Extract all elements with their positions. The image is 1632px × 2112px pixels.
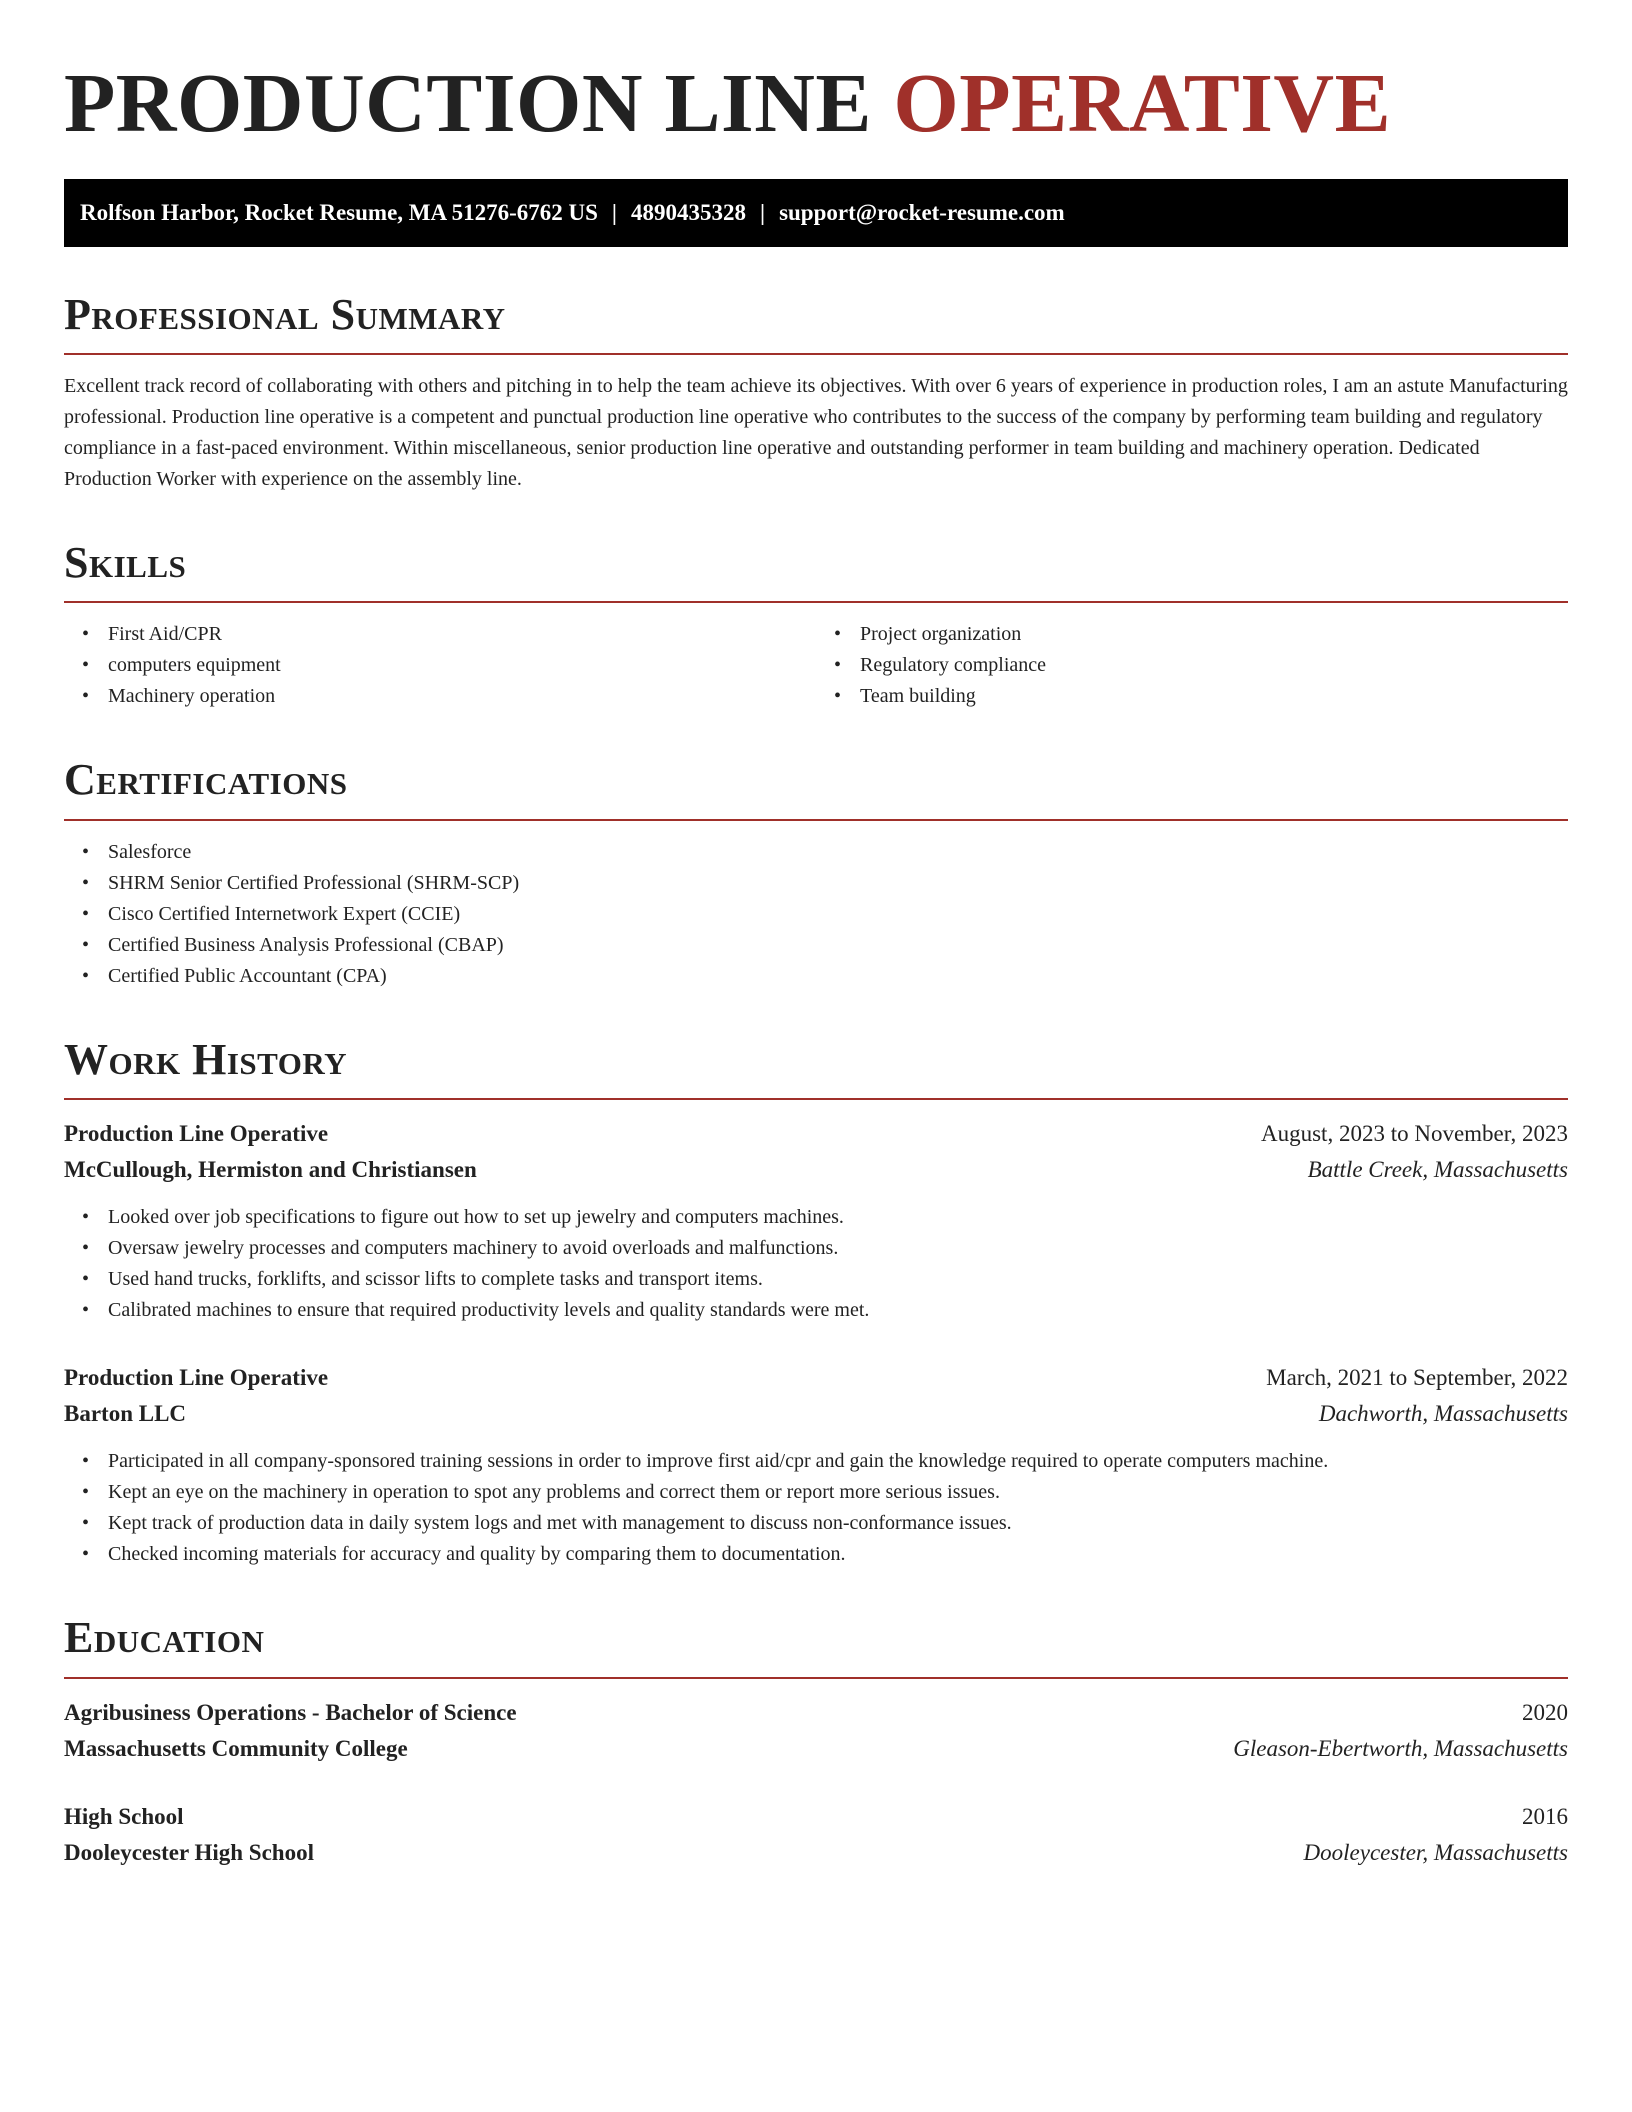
skills-list-left: [64, 619, 816, 712]
name-accent: OPERATIVE: [893, 57, 1392, 150]
job-location: Battle Creek, Massachusetts: [1307, 1157, 1568, 1183]
job-location: Dachworth, Massachusetts: [1318, 1401, 1568, 1427]
certifications-section: [64, 756, 1568, 991]
contact-address: Rolfson Harbor, Rocket Resume, MA 51276-6762 US: [80, 199, 598, 225]
job-bullet: • Oversaw jewelry processes and computers machinery to avoid overloads and malfunctions.: [108, 1233, 1568, 1264]
certification-item: • Cisco Certified Internetwork Expert (CCIE): [108, 899, 1568, 930]
job-company: McCullough, Hermiston and Christiansen: [64, 1157, 477, 1183]
education-heading: Education: [64, 1614, 1568, 1678]
job-role: Production Line Operative: [64, 1121, 329, 1147]
job-header-row: [64, 1116, 1568, 1152]
contact-email: support@rocket-resume.com: [779, 199, 1065, 225]
certification-item: • Salesforce: [108, 837, 1568, 868]
job-bullet: • Checked incoming materials for accuracy and quality by comparing them to documentation.: [108, 1539, 1568, 1570]
job-company-row: [64, 1396, 1568, 1432]
skill-item: • Team building: [860, 681, 1568, 712]
job-company-row: [64, 1152, 1568, 1188]
education-location: Dooleycester, Massachusetts: [1303, 1839, 1568, 1865]
summary-text: Excellent track record of collaborating with others and pitching in to help the team achieve its objectives. With over 6 years of experience in production roles, I am an astute Manufacturing professional. Production line operative is a competent and punctual production line operative who contributes to the success of the company by performing team building and regulatory compliance in a fast-paced environment. Within miscellaneous, senior production line operative and outstanding performer in team building and machinery operation. Dedicated Production Worker with experience on the assembly line.: [64, 374, 1568, 490]
job-bullet: • Used hand trucks, forklifts, and scissor lifts to complete tasks and transport items.: [108, 1264, 1568, 1295]
job-bullet: • Participated in all company-sponsored training sessions in order to improve first aid/cpr and gain the knowledge required to operate computers machine.: [108, 1446, 1568, 1477]
skill-item: • First Aid/CPR: [108, 619, 816, 650]
job-entry: [64, 1360, 1568, 1570]
skills-section: [64, 539, 1568, 712]
education-entry: [64, 1799, 1568, 1871]
certification-item: • SHRM Senior Certified Professional (SHRM-SCP): [108, 868, 1568, 899]
education-degree-row: [64, 1799, 1568, 1835]
education-degree: High School: [64, 1803, 184, 1829]
education-year: 2020: [1522, 1699, 1568, 1725]
education-degree: Agribusiness Operations - Bachelor of Science: [64, 1699, 517, 1725]
page-title: [64, 56, 1568, 153]
education-degree-row: [64, 1695, 1568, 1731]
education-school-row: [64, 1835, 1568, 1871]
job-company: Barton LLC: [64, 1401, 187, 1427]
job-bullets: [64, 1202, 1568, 1326]
work-history-heading: Work History: [64, 1036, 1568, 1100]
job-dates: August, 2023 to November, 2023: [1261, 1121, 1568, 1147]
job-bullet: • Looked over job specifications to figure out how to set up jewelry and computers machines.: [108, 1202, 1568, 1233]
skills-list-right: [816, 619, 1568, 712]
job-entry: [64, 1116, 1568, 1326]
job-bullet: • Kept an eye on the machinery in operation to spot any problems and correct them or report more serious issues.: [108, 1477, 1568, 1508]
contact-separator: |: [759, 199, 766, 225]
skills-heading: Skills: [64, 539, 1568, 603]
job-bullet: • Kept track of production data in daily system logs and met with management to discuss non-conformance issues.: [108, 1508, 1568, 1539]
skill-item: • Machinery operation: [108, 681, 816, 712]
job-bullet: • Calibrated machines to ensure that required productivity levels and quality standards were met.: [108, 1295, 1568, 1326]
certification-item: • Certified Public Accountant (CPA): [108, 961, 1568, 992]
name-main: PRODUCTION LINE: [64, 57, 894, 150]
education-location: Gleason-Ebertworth, Massachusetts: [1233, 1735, 1568, 1761]
contact-phone: 4890435328: [630, 199, 746, 225]
summary-heading: Professional Summary: [64, 291, 1568, 355]
certifications-heading: Certifications: [64, 756, 1568, 820]
job-header-row: [64, 1360, 1568, 1396]
skill-item: • computers equipment: [108, 650, 816, 681]
education-section: [64, 1614, 1568, 1870]
job-dates: March, 2021 to September, 2022: [1266, 1365, 1568, 1391]
contact-separator: |: [611, 199, 617, 225]
job-bullets: [64, 1446, 1568, 1570]
skill-item: • Project organization: [860, 619, 1568, 650]
education-school: Massachusetts Community College: [64, 1735, 408, 1761]
contact-bar: [64, 179, 1568, 247]
education-entry: [64, 1695, 1568, 1767]
certification-item: • Certified Business Analysis Professional (CBAP): [108, 930, 1568, 961]
education-school: Dooleycester High School: [64, 1839, 314, 1865]
certifications-list: [64, 837, 1568, 992]
education-year: 2016: [1522, 1803, 1568, 1829]
skill-item: • Regulatory compliance: [860, 650, 1568, 681]
work-history-section: [64, 1036, 1568, 1570]
skills-grid: [64, 603, 1568, 712]
summary-section: [64, 291, 1568, 495]
job-role: Production Line Operative: [64, 1365, 329, 1391]
education-school-row: [64, 1731, 1568, 1767]
